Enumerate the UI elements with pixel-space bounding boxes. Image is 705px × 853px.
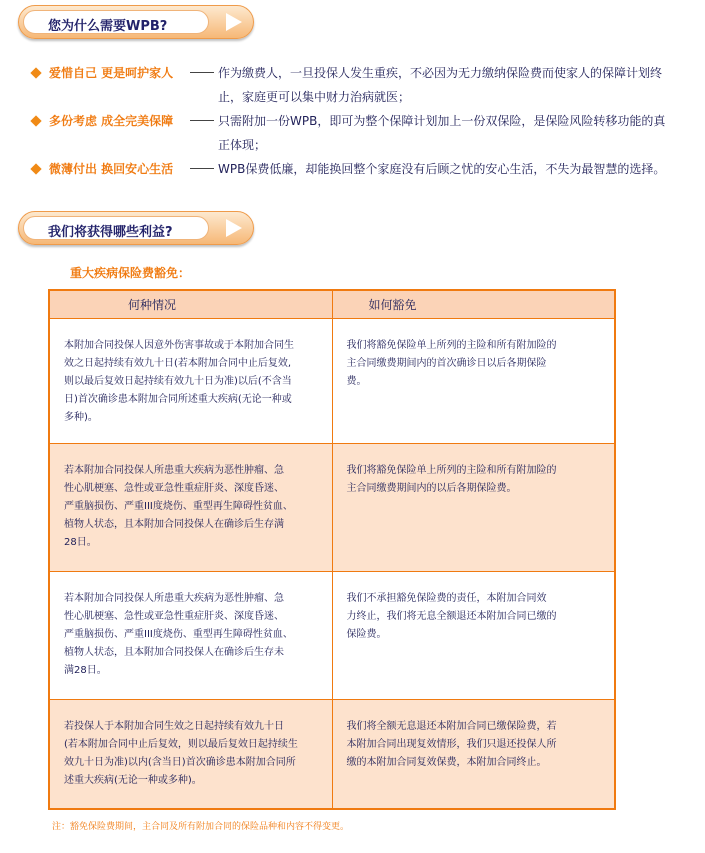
reason-item — [32, 157, 692, 181]
exemption-table — [48, 289, 616, 810]
cell-line: 性心肌梗塞、急性或亚急性重症肝炎、深度昏迷、 — [64, 610, 284, 622]
cell-line: 效九十日为准)以内(含当日)首次确诊患本附加合同所 — [64, 756, 296, 768]
cell-line: 若本附加合同投保人所患重大疾病为恶性肿瘤、急 — [64, 464, 284, 476]
diamond-bullet-icon — [30, 115, 41, 126]
column-header-exemption: 如何豁免 — [332, 290, 615, 318]
header-pill — [23, 10, 209, 34]
cell-line: 若本附加合同投保人所患重大疾病为恶性肿瘤、急 — [64, 592, 284, 604]
exemption-cell — [332, 571, 615, 699]
cell-line: 植物人状态，且本附加合同投保人在确诊后生存未 — [64, 646, 284, 658]
situation-cell — [49, 443, 332, 571]
cell-line: 植物人状态，且本附加合同投保人在确诊后生存满 — [64, 518, 284, 530]
cell-line: 效之日起持续有效九十日(若本附加合同中止后复效, — [64, 357, 292, 369]
dash-separator — [190, 168, 214, 169]
dash-separator — [190, 72, 214, 73]
play-arrow-icon — [226, 13, 242, 31]
cell-line: 若投保人于本附加合同生效之日起持续有效九十日 — [64, 720, 284, 732]
cell-line: 28日。 — [64, 536, 97, 548]
cell-line: 满28日。 — [64, 664, 107, 676]
exemption-cell — [332, 318, 615, 443]
reason-text-line: 正体现； — [218, 138, 267, 152]
cell-line: 述重大疾病(无论一种或多种)。 — [64, 774, 202, 786]
section-title: 我们将获得哪些利益? — [48, 225, 173, 240]
section-header-benefits — [18, 211, 254, 245]
cell-line: 严重脑损伤、严重III度烧伤、重型再生障碍性贫血、 — [64, 628, 293, 640]
diamond-bullet-icon — [30, 163, 41, 174]
cell-line: 缴的本附加合同复效保费，本附加合同终止。 — [346, 756, 547, 768]
cell-line: 力终止，我们将无息全额退还本附加合同已缴的 — [346, 610, 557, 622]
header-pill — [23, 216, 209, 240]
reason-text-line: 止，家庭更可以集中财力治病就医； — [218, 90, 411, 104]
situation-cell — [49, 699, 332, 809]
cell-line: 我们不承担豁免保险费的责任，本附加合同效 — [346, 592, 547, 604]
table-row — [49, 443, 615, 571]
reason-title: 微薄付出 换回安心生活 — [49, 162, 174, 176]
cell-line: 主合同缴费期间内的首次确诊日以后各期保险 — [346, 357, 547, 369]
cell-line: 我们将全额无息退还本附加合同已缴保险费，若 — [346, 720, 557, 732]
reason-item — [32, 61, 692, 109]
reason-text-line: 作为缴费人，一旦投保人发生重疾，不必因为无力缴纳保险费而使家人的保障计划终 — [218, 66, 663, 80]
cell-line: 费。 — [346, 375, 367, 387]
cell-line: 则以最后复效日起持续有效九十日为准)以后(不含当 — [64, 375, 292, 387]
cell-line: 性心肌梗塞、急性或亚急性重症肝炎、深度昏迷、 — [64, 482, 284, 494]
footnote: 注：豁免保险费期间，主合同及所有附加合同的保险品种和内容不得变更。 — [52, 822, 350, 832]
diamond-bullet-icon — [30, 67, 41, 78]
cell-line: 我们将豁免保险单上所列的主险和所有附加险的 — [346, 339, 557, 351]
reason-text-line: WPB保费低廉，却能换回整个家庭没有后顾之忧的安心生活，不失为最智慧的选择。 — [218, 162, 666, 176]
situation-cell — [49, 318, 332, 443]
section-title: 您为什么需要WPB? — [48, 19, 168, 34]
section-header-why-wpb — [18, 5, 254, 39]
column-header-situation: 何种情况 — [49, 290, 332, 318]
cell-line: 严重脑损伤、严重III度烧伤、重型再生障碍性贫血、 — [64, 500, 293, 512]
table-row — [49, 699, 615, 809]
subheading: 重大疾病保险费豁免： — [70, 266, 191, 280]
situation-cell — [49, 571, 332, 699]
exemption-cell — [332, 699, 615, 809]
cell-line: 本附加合同投保人因意外伤害事故或于本附加合同生 — [64, 339, 294, 351]
dash-separator — [190, 120, 214, 121]
table-row — [49, 318, 615, 443]
cell-line: 本附加合同出现复效情形，我们只退还投保人所 — [346, 738, 557, 750]
play-arrow-icon — [226, 219, 242, 237]
reason-text-line: 只需附加一份WPB，即可为整个保障计划加上一份双保险，是保险风险转移功能的真 — [218, 114, 666, 128]
cell-line: 我们将豁免保险单上所列的主险和所有附加险的 — [346, 464, 557, 476]
cell-line: 主合同缴费期间内的以后各期保险费。 — [346, 482, 517, 494]
cell-line: 保险费。 — [346, 628, 387, 640]
cell-line: (若本附加合同中止后复效，则以最后复效日起持续生 — [64, 738, 298, 750]
reason-item — [32, 109, 692, 157]
reason-title: 多份考虑 成全完美保障 — [49, 114, 174, 128]
cell-line: 日)首次确诊患本附加合同所述重大疾病(无论一种或 — [64, 393, 292, 405]
reason-title: 爱惜自己 更是呵护家人 — [49, 66, 174, 80]
table-header-row — [49, 290, 615, 318]
exemption-cell — [332, 443, 615, 571]
cell-line: 多种)。 — [64, 411, 98, 423]
table-row — [49, 571, 615, 699]
